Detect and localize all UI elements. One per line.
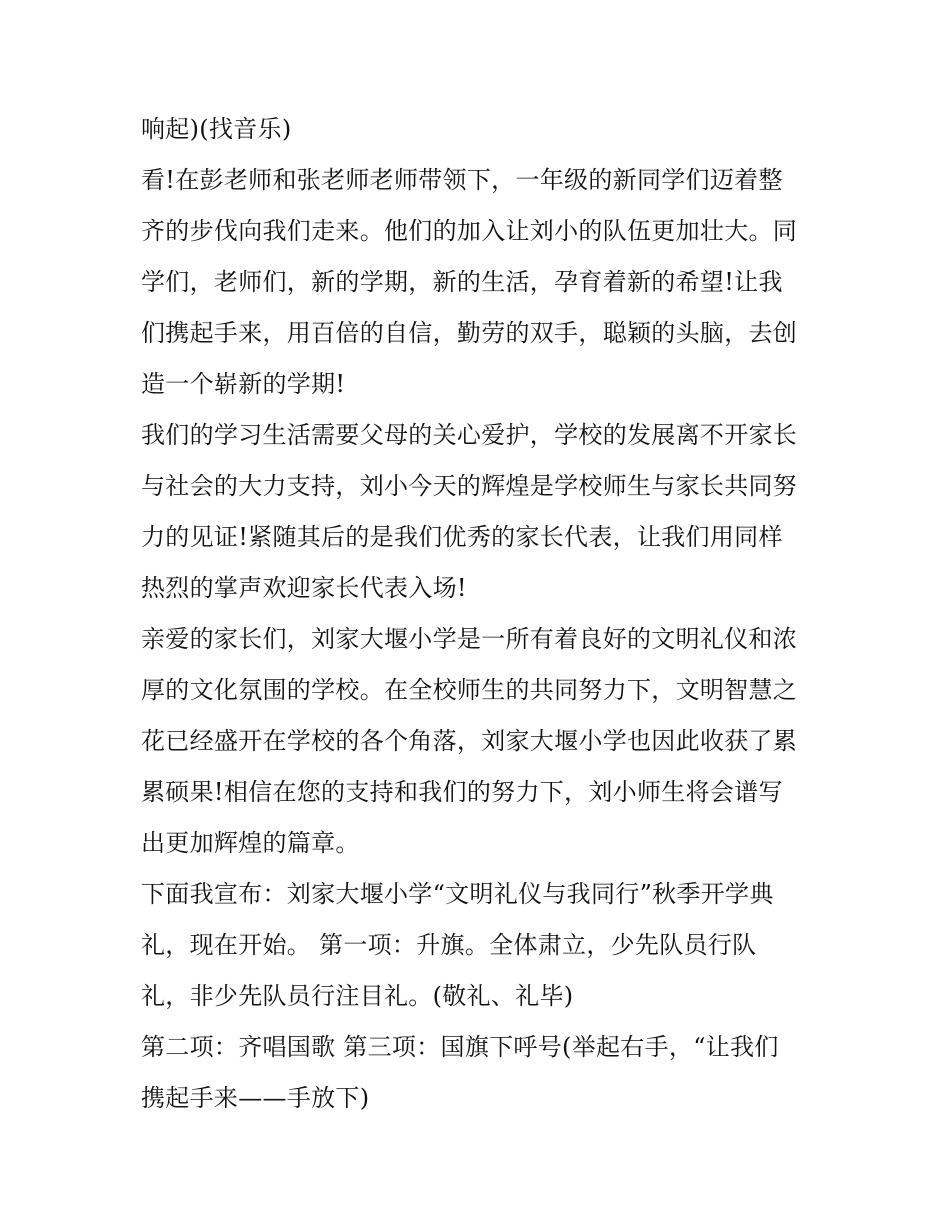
- text-line-8: 与社会的大力支持，刘小今天的辉煌是学校师生与家长共同努: [141, 472, 798, 500]
- text-line-4: 学们，老师们，新的学期，新的生活，孕育着新的希望!让我: [141, 268, 783, 296]
- text-line-15: 出更加辉煌的篇章。: [141, 829, 360, 857]
- text-line-6: 造一个崭新的学期!: [141, 370, 346, 398]
- text-line-16: 下面我宣布：刘家大堰小学“文明礼仪与我同行”秋季开学典: [141, 880, 774, 908]
- text-line-2: 看!在彭老师和张老师老师带领下，一年级的新同学们迈着整: [141, 166, 783, 194]
- text-line-19: 第二项：齐唱国歌 第三项：国旗下呼号(举起右手，“让我们: [141, 1033, 779, 1061]
- text-line-1: 响起)(找音乐): [141, 115, 292, 143]
- text-line-9: 力的见证!紧随其后的是我们优秀的家长代表，让我们用同样: [141, 523, 783, 551]
- text-line-5: 们携起手来，用百倍的自信，勤劳的双手，聪颖的头脑，去创: [141, 319, 798, 347]
- text-line-11: 亲爱的家长们，刘家大堰小学是一所有着良好的文明礼仪和浓: [141, 625, 798, 653]
- text-line-10: 热烈的掌声欢迎家长代表入场!: [141, 574, 467, 602]
- text-line-12: 厚的文化氛围的学校。在全校师生的共同努力下，文明智慧之: [141, 676, 798, 704]
- text-line-3: 齐的步伐向我们走来。他们的加入让刘小的队伍更加壮大。同: [141, 217, 798, 245]
- text-line-14: 累硕果!相信在您的支持和我们的努力下，刘小师生将会谱写: [141, 778, 783, 806]
- text-line-13: 花已经盛开在学校的各个角落，刘家大堰小学也因此收获了累: [141, 727, 798, 755]
- text-line-18: 礼，非少先队员行注目礼。(敬礼、礼毕): [141, 982, 574, 1010]
- text-line-7: 我们的学习生活需要父母的关心爱护，学校的发展离不开家长: [141, 421, 798, 449]
- text-line-20: 携起手来——手放下): [141, 1084, 370, 1112]
- text-line-17: 礼，现在开始。 第一项：升旗。全体肃立，少先队员行队: [141, 931, 757, 959]
